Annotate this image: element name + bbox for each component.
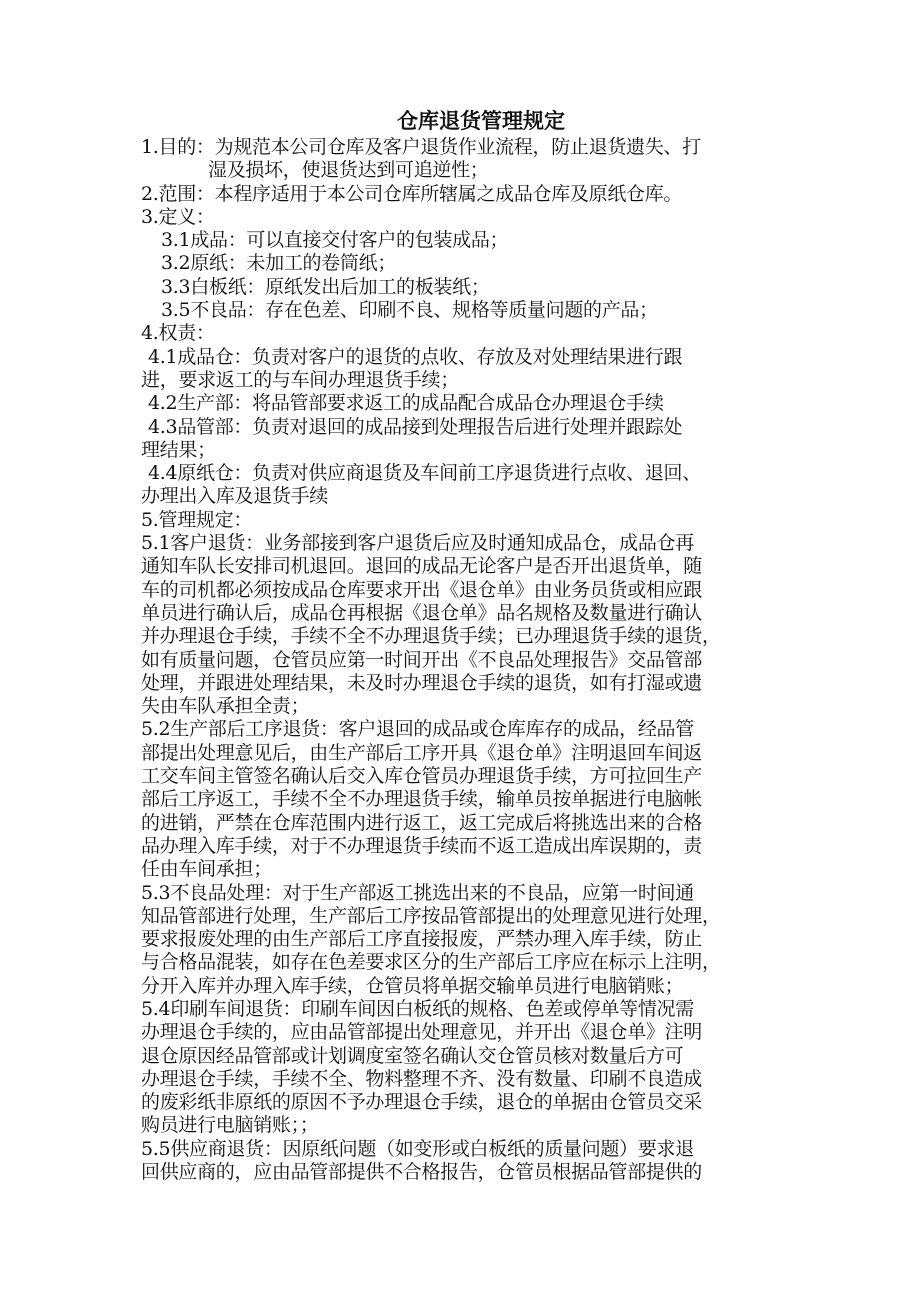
definition-item: 3.2原纸：未加工的卷筒纸；: [161, 252, 397, 275]
rule-5-4-line: 的废彩纸非原纸的原因不予办理退仓手续，退仓的单据由仓管员交采: [141, 1091, 703, 1114]
definition-item: 3.5不良品：存在色差、印刷不良、规格等质量问题的产品；: [161, 299, 658, 322]
responsibility-line: 4.1成品仓：负责对客户的退货的点收、存放及对处理结果进行跟: [148, 345, 683, 368]
rule-5-1-line: 通知车队长安排司机退回。退回的成品无论客户是否开出退货单，随: [141, 555, 703, 578]
definition-item: 3.3白板纸：原纸发出后加工的板装纸；: [161, 275, 490, 298]
responsibility-line: 4.2生产部：将品管部要求返工的成品配合成品仓办理退仓手续: [148, 392, 664, 415]
responsibility-line: 进，要求返工的与车间办理退货手续；: [141, 368, 459, 391]
rule-5-5-line: 回供应商的，应由品管部提供不合格报告，仓管员根据品管部提供的: [141, 1161, 703, 1184]
document-page: [141, 106, 781, 1184]
rule-5-3-line: 要求报废处理的由生产部后工序直接报废，严禁办理入库手续，防止: [141, 928, 703, 951]
responsibility-heading: 4.权责：: [141, 322, 215, 345]
rule-5-3-line: 5.3不良品处理：对于生产部返工挑选出来的不良品，应第一时间通: [141, 881, 694, 904]
purpose-line-2: 湿及损坏，使退货达到可追逆性；: [208, 159, 489, 182]
document-title: 仓库退货管理规定: [397, 108, 565, 133]
responsibility-line: 办理出入库及退货手续: [141, 485, 329, 508]
definition-heading: 3.定义：: [141, 205, 215, 228]
rule-5-1-line: 并办理退仓手续，手续不全不办理退货手续；已办理退货手续的退货，: [141, 625, 721, 648]
rule-5-4-line: 办理退仓手续，手续不全、物料整理不齐、没有数量、印刷不良造成: [141, 1067, 703, 1090]
rule-5-1-line: 车的司机都必须按成品仓库要求开出《退仓单》由业务员货或相应跟: [141, 578, 703, 601]
rule-5-2-line: 工交车间主管签名确认后交入库仓管员办理退货手续，方可拉回生产: [141, 765, 703, 788]
rule-5-1-line: 如有质量问题，仓管员应第一时间开出《不良品处理报告》交品管部: [141, 648, 703, 671]
rule-5-3-line: 分开入库并办理入库手续，仓管员将单据交输单员进行电脑销账；: [141, 974, 684, 997]
scope-line: 2.范围：本程序适用于本公司仓库所辖属之成品仓库及原纸仓库。: [141, 182, 683, 205]
rule-5-2-line: 部提出处理意见后，由生产部后工序开具《退仓单》注明退回车间返: [141, 741, 703, 764]
rule-5-1-line: 处理，并跟进处理结果，未及时办理退仓手续的退货，如有打湿或遗: [141, 671, 703, 694]
rule-5-5-line: 5.5供应商退货：因原纸问题（如变形或白板纸的质量问题）要求退: [141, 1137, 694, 1160]
rule-5-4-line: 购员进行电脑销账；；: [141, 1114, 319, 1137]
rule-5-2-line: 的进销，严禁在仓库范围内进行返工，返工完成后将挑选出来的合格: [141, 811, 703, 834]
rule-5-2-line: 任由车间承担；: [141, 858, 272, 881]
purpose-line-1: 1.目的：为规范本公司仓库及客户退货作业流程，防止退货遗失、打: [141, 136, 701, 158]
rule-5-1-line: 失由车队承担全责；: [141, 695, 310, 718]
rule-5-4-line: 办理退仓手续的，应由品管部提出处理意见，并开出《退仓单》注明: [141, 1021, 703, 1044]
rule-5-4-line: 5.4印刷车间退货：印刷车间因白板纸的规格、色差或停单等情况需: [141, 997, 694, 1020]
rule-5-2-line: 部后工序返工，手续不全不办理退货手续，输单员按单据进行电脑帐: [141, 788, 703, 811]
definition-item: 3.1成品：可以直接交付客户的包装成品；: [161, 229, 509, 252]
rule-5-3-line: 与合格品混装，如存在色差要求区分的生产部后工序应在标示上注明，: [141, 951, 721, 974]
management-heading: 5.管理规定：: [141, 508, 253, 531]
responsibility-line: 理结果；: [141, 438, 216, 461]
rule-5-2-line: 5.2生产部后工序退货：客户退回的成品或仓库库存的成品，经品管: [141, 718, 694, 741]
rule-5-4-line: 退仓原因经品管部或计划调度室签名确认交仓管员核对数量后方可: [141, 1044, 684, 1067]
responsibility-line: 4.3品管部：负责对退回的成品接到处理报告后进行处理并跟踪处: [148, 415, 683, 438]
rule-5-3-line: 知品管部进行处理，生产部后工序按品管部提出的处理意见进行处理，: [141, 904, 721, 927]
rule-5-1-line: 5.1客户退货：业务部接到客户退货后应及时通知成品仓，成品仓再: [141, 532, 694, 555]
rule-5-2-line: 品办理入库手续，对于不办理退货手续而不返工造成出库误期的，责: [141, 834, 703, 857]
rule-5-1-line: 单员进行确认后，成品仓再根据《退仓单》品名规格及数量进行确认: [141, 601, 703, 624]
responsibility-line: 4.4原纸仓：负责对供应商退货及车间前工序退货进行点收、退回、: [148, 462, 701, 485]
